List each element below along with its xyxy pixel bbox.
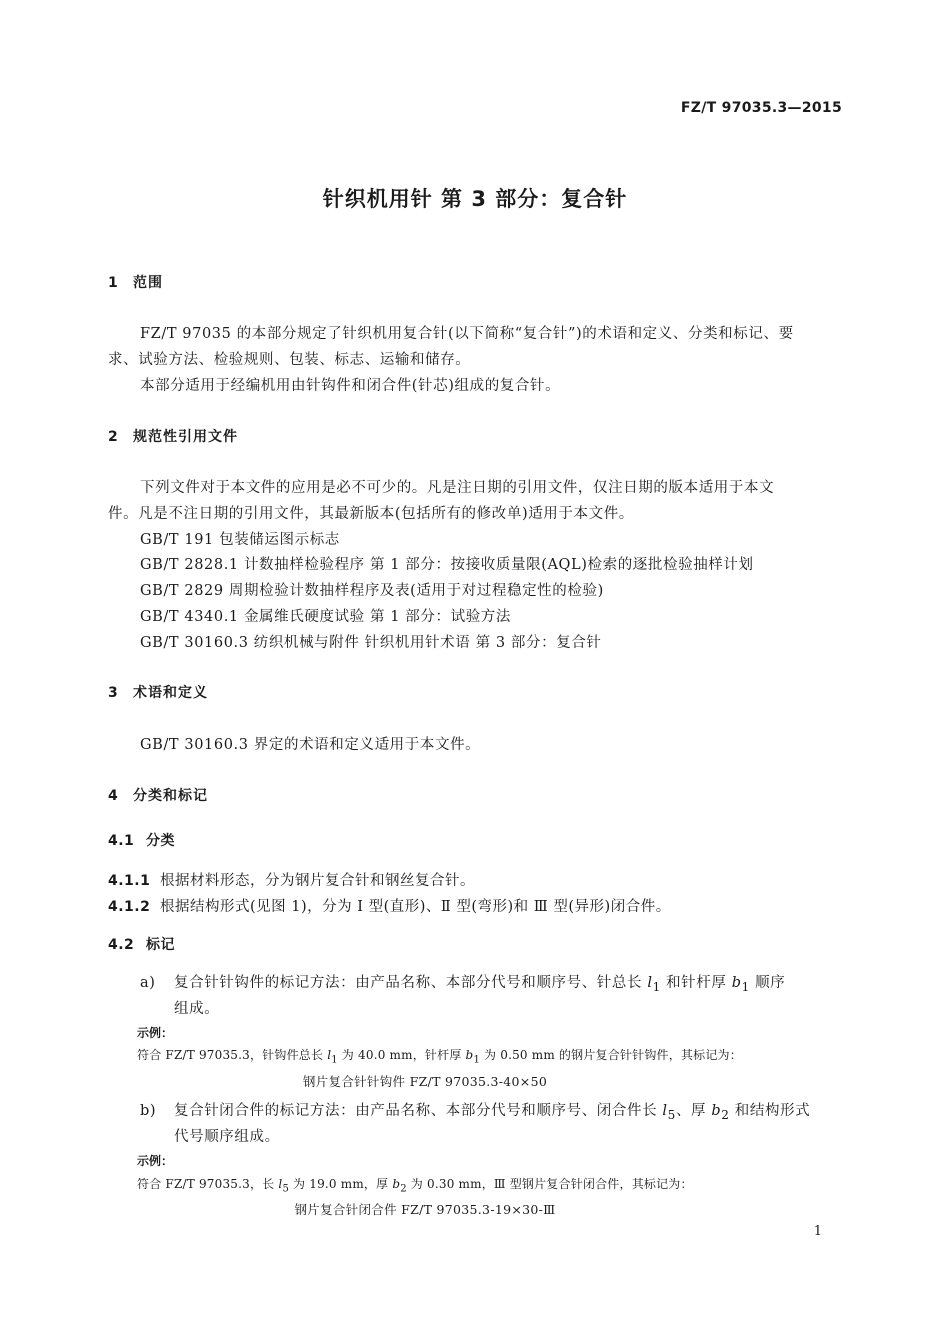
example-label: 示例： [137, 1026, 174, 1040]
example-b-text: 符合 FZ/T 97035.3，长 $l_5$ 为 19.0 mm，厚 $b_2$ 为 0.30 mm，Ⅲ 型钢片复合针闭合件，其标记为： [137, 1177, 693, 1195]
reference-item: GB/T 191 包装储运图示标志 [140, 532, 340, 548]
reference-item: GB/T 2829 周期检验计数抽样程序及表(适用于对过程稳定性的检验) [140, 583, 604, 599]
list-item-a-line1: a) 复合针针钩件的标记方法：由产品名称、本部分代号和顺序号、针总长 $l_1$ 和针杆厚 $b_1$ 顺序 [140, 975, 786, 994]
section-1-paragraph-line1: FZ/T 97035 的本部分规定了针织机用复合针(以下简称“复合针”)的术语和定义、分类和标记、要 [140, 326, 794, 342]
section-3-paragraph: GB/T 30160.3 界定的术语和定义适用于本文件。 [140, 737, 481, 753]
reference-item: GB/T 4340.1 金属维氏硬度试验 第 1 部分：试验方法 [140, 609, 512, 625]
section-3-heading: 3 术语和定义 [108, 685, 208, 701]
section-4-1-heading: 4.1 分类 [108, 833, 175, 849]
list-item-a-line2: 组成。 [174, 1001, 220, 1017]
section-2-heading: 2 规范性引用文件 [108, 429, 238, 445]
section-4-2-heading: 4.2 标记 [108, 937, 175, 953]
page-number: 1 [813, 1224, 822, 1239]
example-label: 示例： [137, 1154, 174, 1168]
reference-item: GB/T 30160.3 纺织机械与附件 针织机用针术语 第 3 部分：复合针 [140, 635, 602, 651]
section-2-paragraph-line1: 下列文件对于本文件的应用是必不可少的。凡是注日期的引用文件，仅注日期的版本适用于本文 [140, 480, 775, 496]
reference-item: GB/T 2828.1 计数抽样检验程序 第 1 部分：按接收质量限(AQL)检索的逐批检验抽样计划 [140, 557, 754, 573]
standard-code: FZ/T 97035.3—2015 [680, 100, 842, 116]
example-b-marking: 钢片复合针闭合件 FZ/T 97035.3-19×30-Ⅲ [294, 1202, 556, 1217]
example-a-text: 符合 FZ/T 97035.3，针钩件总长 $l_1$ 为 40.0 mm，针杆厚 $b_1$ 为 0.50 mm 的钢片复合针针钩件，其标记为： [137, 1048, 742, 1066]
section-2-paragraph-line2: 件。凡是不注日期的引用文件，其最新版本(包括所有的修改单)适用于本文件。 [108, 506, 634, 522]
list-item-b-line1: b) 复合针闭合件的标记方法：由产品名称、本部分代号和顺序号、闭合件长 $l_5$、厚 $b_2$ 和结构形式 [140, 1103, 811, 1122]
section-1-paragraph-line2: 求、试验方法、检验规则、包装、标志、运输和储存。 [108, 352, 471, 368]
document-title: 针织机用针 第 3 部分：复合针 [322, 187, 628, 211]
list-item-b-line2: 代号顺序组成。 [174, 1129, 280, 1145]
section-1-paragraph-2: 本部分适用于经编机用由针钩件和闭合件(针芯)组成的复合针。 [140, 378, 561, 394]
section-4-heading: 4 分类和标记 [108, 788, 208, 804]
section-1-heading: 1 范围 [108, 275, 163, 291]
clause-4-1-1: 4.1.1 根据材料形态，分为钢片复合针和钢丝复合针。 [108, 873, 475, 889]
clause-4-1-2: 4.1.2 根据结构形式(见图 1)，分为 Ⅰ 型(直形)、Ⅱ 型(弯形)和 Ⅲ 型(异形)闭合件。 [108, 899, 671, 915]
example-a-marking: 钢片复合针针钩件 FZ/T 97035.3-40×50 [302, 1074, 548, 1089]
